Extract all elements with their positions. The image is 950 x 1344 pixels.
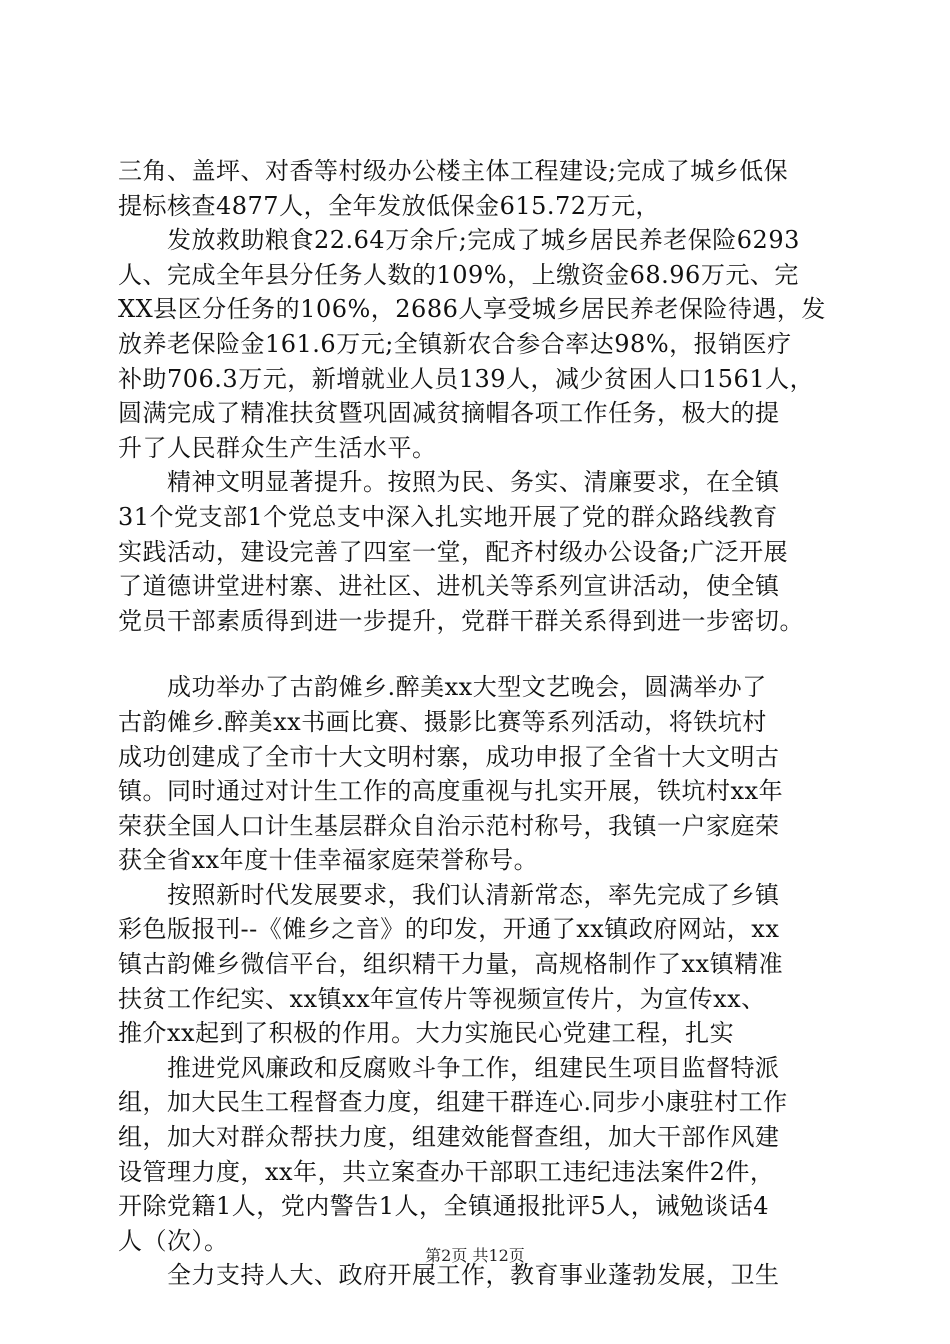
text-line: 党员干部素质得到进一步提升，党群干群关系得到进一步密切。 xyxy=(118,606,804,635)
text-line: 圆满完成了精准扶贫暨巩固减贫摘帽各项工作任务，极大的提 xyxy=(118,399,780,428)
text-line: 按照新时代发展要求，我们认清新常态，率先完成了乡镇 xyxy=(118,880,780,909)
text-line: 人、完成全年县分任务人数的109%，上缴资金68.96万元、完 xyxy=(118,260,799,289)
text-line: 实践活动，建设完善了四室一堂，配齐村级办公设备;广泛开展 xyxy=(118,537,789,566)
text-line: 全力支持人大、政府开展工作，教育事业蓬勃发展，卫生 xyxy=(118,1261,780,1290)
text-line: 镇。同时通过对计生工作的高度重视与扎实开展，铁坑村xx年 xyxy=(118,777,784,806)
text-line: 获全省xx年度十佳幸福家庭荣誉称号。 xyxy=(118,846,539,875)
text-line: 推进党风廉政和反腐败斗争工作，组建民生项目监督特派 xyxy=(118,1053,780,1082)
text-line: 31个党支部1个党总支中深入扎实地开展了党的群众路线教育 xyxy=(118,502,778,531)
text-line: 扶贫工作纪实、xx镇xx年宣传片等视频宣传片，为宣传xx、 xyxy=(118,984,766,1013)
document-body xyxy=(118,154,838,1293)
text-line: 成功举办了古韵傩乡.醉美xx大型文艺晚会，圆满举办了 xyxy=(118,673,767,702)
text-line: 荣获全国人口计生基层群众自治示范村称号，我镇一户家庭荣 xyxy=(118,811,780,840)
text-line: 人（次）。 xyxy=(118,1226,229,1255)
text-line: XX县区分任务的106%，2686人享受城乡居民养老保险待遇，发 xyxy=(118,295,826,324)
text-line: 精神文明显著提升。按照为民、务实、清廉要求，在全镇 xyxy=(118,468,780,497)
text-line: 组，加大对群众帮扶力度，组建效能督查组，加大干部作风建 xyxy=(118,1123,780,1152)
text-line: 镇古韵傩乡微信平台，组织精干力量，高规格制作了xx镇精准 xyxy=(118,950,784,979)
text-line: 补助706.3万元，新增就业人员139人，减少贫困人口1561人， xyxy=(118,364,815,393)
text-line: 古韵傩乡.醉美xx书画比赛、摄影比赛等系列活动，将铁坑村 xyxy=(118,707,767,736)
paragraph-gap xyxy=(118,638,838,670)
text-line: 放养老保险金161.6万元;全镇新农合参合率达98%，报销医疗 xyxy=(118,329,792,358)
page-number-footer: 第2页 共12页 xyxy=(425,1246,525,1265)
text-line: 设管理力度，xx年，共立案查办干部职工违纪违法案件2件， xyxy=(118,1157,775,1186)
text-line: 组，加大民生工程督查力度，组建干群连心.同步小康驻村工作 xyxy=(118,1088,788,1117)
text-line: 发放救助粮食22.64万余斤;完成了城乡居民养老保险6293 xyxy=(118,226,800,255)
text-line: 彩色版报刊--《傩乡之音》的印发，开通了xx镇政府网站，xx xyxy=(118,915,780,944)
text-line: 推介xx起到了积极的作用。大力实施民心党建工程，扎实 xyxy=(118,1019,735,1048)
text-line: 开除党籍1人，党内警告1人，全镇通报批评5人，诫勉谈话4 xyxy=(118,1192,770,1221)
text-line: 提标核查4877人，全年发放低保金615.72万元， xyxy=(118,191,661,220)
text-line: 升了人民群众生产生活水平。 xyxy=(118,433,437,462)
text-line: 三角、盖坪、对香等村级办公楼主体工程建设;完成了城乡低保 xyxy=(118,157,789,185)
text-line: 了道德讲堂进村寨、进社区、进机关等系列宣讲活动，使全镇 xyxy=(118,572,780,601)
text-line: 成功创建成了全市十大文明村寨，成功申报了全省十大文明古 xyxy=(118,742,780,771)
